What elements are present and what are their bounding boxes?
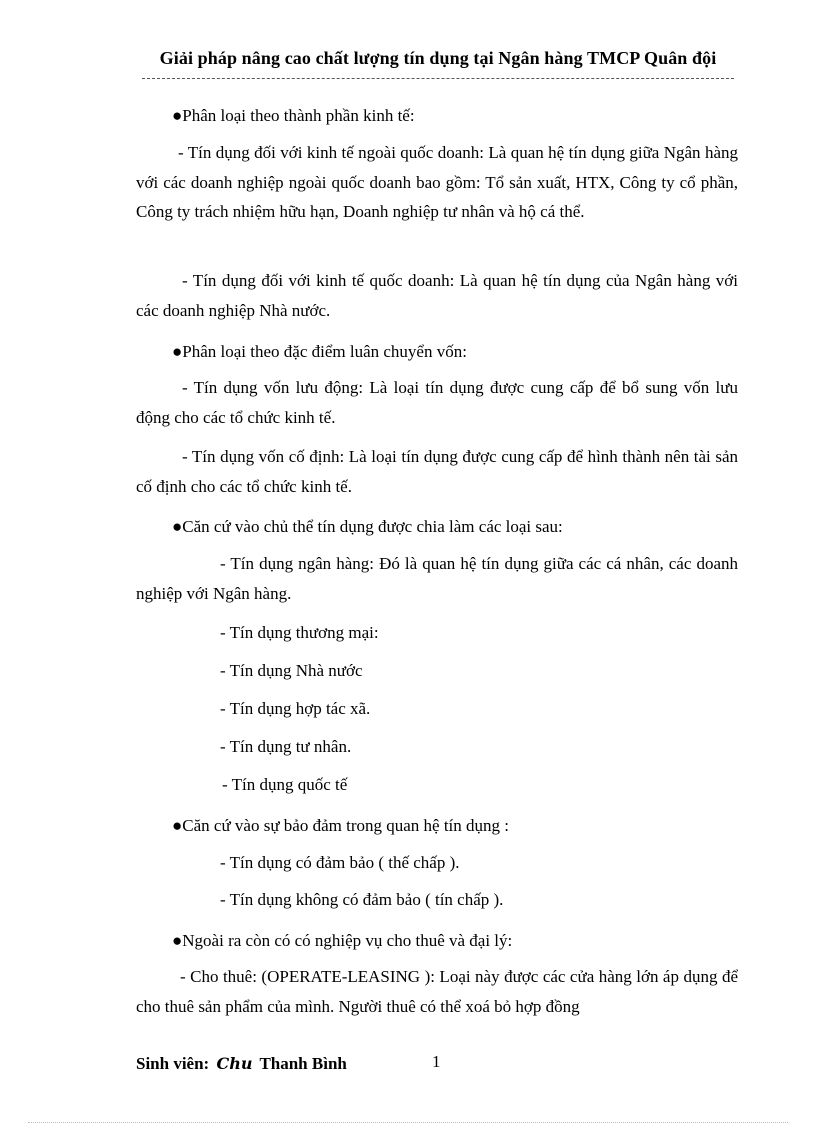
list-item-international-credit: - Tín dụng quốc tế [222,775,348,794]
header-divider [142,78,734,79]
bullet-heading-capital-circulation: ●Phân loại theo đặc điểm luân chuyển vốn: [172,342,467,361]
paragraph-operate-leasing: - Cho thuê: (OPERATE-LEASING ): Loại này được các cửa hàng lớn áp dụng để cho thuê sản phẩm của mình. Người thuê có thể xoá bỏ hợp đồng [136,967,738,1016]
paragraph-bank-credit: - Tín dụng ngân hàng: Đó là quan hệ tín dụng giữa các cá nhân, các doanh nghiệp với Ngân hàng. [136,554,738,603]
list-item-secured-credit: - Tín dụng có đảm bảo ( thế chấp ). [220,853,460,872]
paragraph-working-capital: - Tín dụng vốn lưu động: Là loại tín dụng được cung cấp để bổ sung vốn lưu động cho các tổ chức kinh tế. [136,378,738,427]
list-item-private-credit: - Tín dụng tư nhân. [220,737,352,756]
bullet-heading-leasing-agency: ●Ngoài ra còn có có nghiệp vụ cho thuê và đại lý: [172,931,513,950]
list-item-state-credit: - Tín dụng Nhà nước [220,661,363,680]
paragraph-non-state-credit: - Tín dụng đối với kinh tế ngoài quốc doanh: Là quan hệ tín dụng giữa Ngân hàng với các doanh nghiệp ngoài quốc doanh bao gồm: Tổ sản xuất, HTX, Công ty cổ phần, Công ty trách nhiệm hữu hạn, Doanh nghiệp tư nhân và hộ cá thể. [136,143,738,221]
page-number: 1 [432,1052,441,1071]
list-item-commercial-credit: - Tín dụng thương mại: [220,623,379,642]
bullet-heading-economic-sector: ●Phân loại theo thành phần kinh tế: [172,106,415,125]
paragraph-fixed-capital: - Tín dụng vốn cố định: Là loại tín dụng được cung cấp để hình thành nên tài sản cố định cho các tổ chức kinh tế. [136,447,738,496]
footer-student-name: Thanh Bình [259,1054,347,1073]
list-item-unsecured-credit: - Tín dụng không có đảm bảo ( tín chấp ). [220,890,504,909]
list-item-cooperative-credit: - Tín dụng hợp tác xã. [220,699,371,718]
page-header-title: Giải pháp nâng cao chất lượng tín dụng tại Ngân hàng TMCP Quân đội [159,48,717,68]
bullet-heading-credit-subject: ●Căn cứ vào chủ thể tín dụng được chia làm các loại sau: [172,517,563,536]
footer-student [136,1054,347,1074]
footer-student-label: Sinh viên: [136,1054,210,1073]
bullet-heading-credit-guarantee: ●Căn cứ vào sự bảo đảm trong quan hệ tín dụng : [172,816,509,835]
footer-signature: Chu [216,1054,253,1073]
paragraph-state-credit: - Tín dụng đối với kinh tế quốc doanh: Là quan hệ tín dụng của Ngân hàng với các doanh nghiệp Nhà nước. [136,271,738,320]
